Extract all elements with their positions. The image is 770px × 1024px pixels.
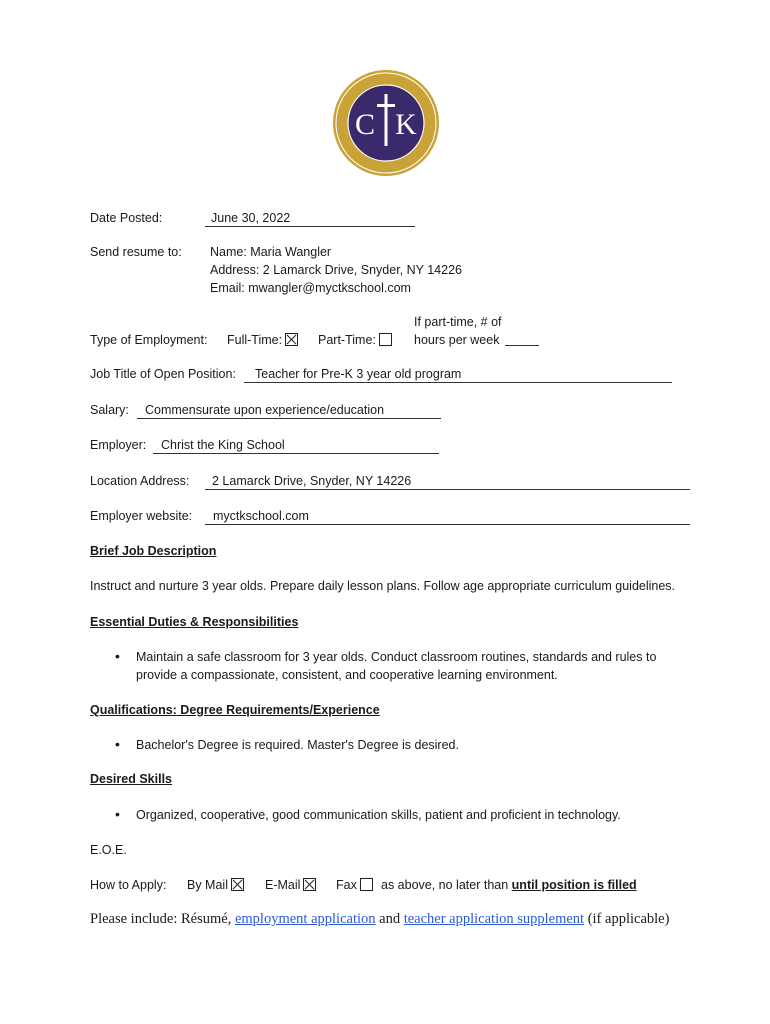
employer-underline [153, 453, 439, 454]
apply-fax-checkbox[interactable] [360, 878, 373, 891]
full-time-label: Full-Time: [227, 333, 283, 347]
skills-bullet: • [115, 806, 120, 822]
contact-email: Email: mwangler@myctkschool.com [210, 281, 411, 295]
duties-bullet: • [115, 648, 120, 664]
apply-email-option [265, 878, 316, 892]
part-time-hours-line1: If part-time, # of [414, 315, 502, 329]
qualifications-bullet: • [115, 736, 120, 752]
qualifications-item: Bachelor's Degree is required. Master's Degree is desired. [136, 738, 459, 752]
date-posted-label: Date Posted: [90, 211, 163, 225]
teacher-supplement-link[interactable]: teacher application supplement [403, 911, 585, 927]
apply-deadline-bold: until position is filled [511, 878, 637, 892]
part-time-label: Part-Time: [318, 333, 376, 347]
job-title-value: Teacher for Pre-K 3 year old program [255, 367, 462, 381]
apply-email-label: E-Mail [265, 878, 301, 892]
duties-line1: Maintain a safe classroom for 3 year olds. Conduct classroom routines, standards and rules to [136, 650, 657, 664]
part-time-checkbox[interactable] [379, 333, 392, 346]
website-label: Employer website: [90, 509, 193, 523]
send-resume-label: Send resume to: [90, 245, 182, 259]
apply-label: How to Apply: [90, 878, 167, 892]
website-value: myctkschool.com [213, 509, 309, 523]
apply-mail-option [187, 878, 244, 892]
apply-deadline-prefix: as above, no later than [381, 878, 509, 892]
include-line [90, 911, 669, 928]
school-logo [331, 68, 441, 178]
part-time-hours-line2: hours per week [414, 333, 500, 347]
include-suffix: (if applicable) [587, 911, 670, 927]
apply-mail-checkbox[interactable] [231, 878, 244, 891]
qualifications-heading: Qualifications: Degree Requirements/Experience [90, 703, 380, 717]
full-time-option [227, 333, 298, 347]
apply-fax-label: Fax [336, 878, 357, 892]
part-time-option [318, 333, 392, 347]
website-underline [205, 524, 690, 525]
location-underline [205, 489, 690, 490]
part-time-hours-blank[interactable] [505, 345, 539, 346]
apply-fax-option [336, 878, 373, 892]
location-value: 2 Lamarck Drive, Snyder, NY 14226 [212, 474, 412, 488]
location-label: Location Address: [90, 474, 190, 488]
apply-email-checkbox[interactable] [303, 878, 316, 891]
salary-label: Salary: [90, 403, 129, 417]
date-posted-underline [205, 226, 415, 227]
school-seal-icon [331, 68, 441, 178]
description-text: Instruct and nurture 3 year olds. Prepare daily lesson plans. Follow age appropriate curriculum guidelines. [90, 579, 676, 593]
contact-name: Name: Maria Wangler [210, 245, 332, 259]
full-time-checkbox[interactable] [285, 333, 298, 346]
duties-line2: provide a compassionate, consistent, and cooperative learning environment. [136, 668, 558, 682]
skills-item: Organized, cooperative, good communication skills, patient and proficient in technology. [136, 808, 621, 822]
employment-application-link[interactable]: employment application [234, 911, 376, 927]
logo-monogram-right: K [395, 108, 417, 141]
include-middle: and [379, 911, 401, 927]
job-title-underline [244, 382, 672, 383]
description-heading: Brief Job Description [90, 544, 217, 558]
apply-deadline [381, 878, 637, 892]
date-posted-value: June 30, 2022 [211, 211, 291, 225]
employment-type-label: Type of Employment: [90, 333, 208, 347]
duties-heading: Essential Duties & Responsibilities [90, 615, 299, 629]
salary-value: Commensurate upon experience/education [145, 403, 385, 417]
eoe-text: E.O.E. [90, 843, 127, 857]
logo-monogram-left: C [354, 108, 376, 141]
employer-label: Employer: [90, 438, 147, 452]
skills-heading: Desired Skills [90, 772, 172, 786]
employer-value: Christ the King School [161, 438, 285, 452]
include-prefix: Please include: Résumé, [90, 911, 232, 927]
job-title-label: Job Title of Open Position: [90, 367, 236, 381]
salary-underline [137, 418, 441, 419]
contact-address: Address: 2 Lamarck Drive, Snyder, NY 14226 [210, 263, 462, 277]
apply-mail-label: By Mail [187, 878, 228, 892]
